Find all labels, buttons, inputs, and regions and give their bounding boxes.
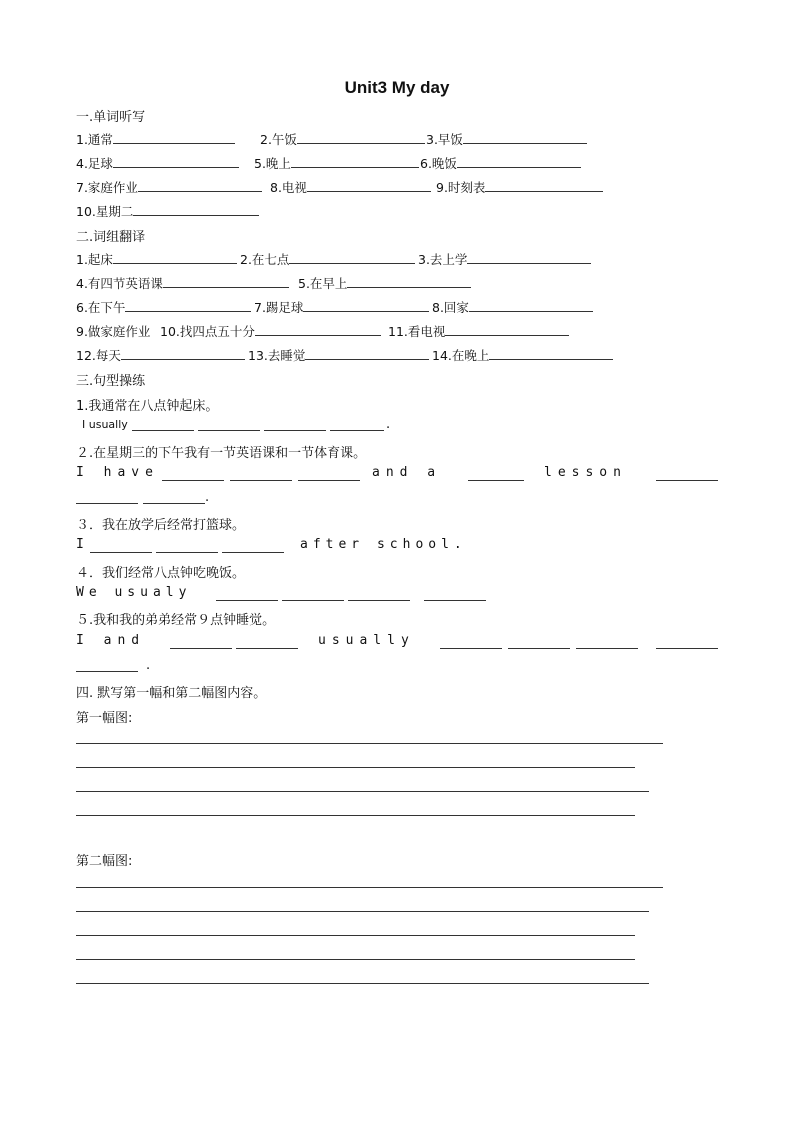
answer-blank[interactable] bbox=[330, 430, 384, 431]
vocab-item: 8.电视 bbox=[270, 180, 307, 195]
vocab-item: 7.家庭作业 bbox=[76, 180, 138, 195]
answer-blank[interactable] bbox=[236, 648, 298, 649]
answer-blank[interactable] bbox=[305, 347, 429, 360]
answer-blank[interactable] bbox=[576, 648, 638, 649]
vocab-item: 10.星期二 bbox=[76, 204, 134, 219]
writing-line[interactable] bbox=[76, 935, 635, 936]
q1-period: . bbox=[386, 417, 391, 432]
section1-heading: 一.单词听写 bbox=[76, 110, 146, 125]
vocab-item: 5.晚上 bbox=[254, 156, 291, 171]
answer-blank[interactable] bbox=[297, 131, 425, 144]
answer-blank[interactable] bbox=[113, 155, 239, 168]
answer-blank[interactable] bbox=[298, 480, 360, 481]
answer-blank[interactable] bbox=[489, 347, 613, 360]
answer-blank[interactable] bbox=[198, 430, 260, 431]
answer-blank[interactable] bbox=[133, 203, 259, 216]
page-title: Unit3 My day bbox=[344, 78, 450, 97]
picture1-label: 第一幅图: bbox=[76, 711, 133, 726]
answer-blank[interactable] bbox=[469, 299, 593, 312]
answer-blank[interactable] bbox=[463, 131, 587, 144]
q2-word-2: and a bbox=[372, 465, 442, 480]
answer-blank[interactable] bbox=[656, 480, 718, 481]
writing-line[interactable] bbox=[76, 815, 635, 816]
phrase-item: 8.回家 bbox=[432, 300, 469, 315]
writing-line[interactable] bbox=[76, 767, 635, 768]
phrase-item: 6.在下午 bbox=[76, 300, 126, 315]
phrase-item: 13.去睡觉 bbox=[248, 348, 306, 363]
writing-line[interactable] bbox=[76, 887, 663, 888]
answer-blank[interactable] bbox=[291, 155, 419, 168]
answer-blank[interactable] bbox=[76, 671, 138, 672]
answer-blank[interactable] bbox=[307, 179, 431, 192]
q5-word-2: usually bbox=[318, 633, 415, 648]
q3-word-1: I bbox=[76, 537, 84, 552]
writing-line[interactable] bbox=[76, 959, 635, 960]
vocab-item: 4.足球 bbox=[76, 156, 113, 171]
answer-blank[interactable] bbox=[485, 179, 603, 192]
phrase-item: 7.踢足球 bbox=[254, 300, 304, 315]
q5-word-1: I and bbox=[76, 633, 146, 648]
q4-word-1: We usualy bbox=[76, 585, 192, 600]
q1-chinese: 1.我通常在八点钟起床。 bbox=[76, 399, 219, 414]
answer-blank[interactable] bbox=[121, 347, 245, 360]
vocab-item: 1.通常 bbox=[76, 132, 113, 147]
answer-blank[interactable] bbox=[125, 299, 251, 312]
answer-blank[interactable] bbox=[76, 503, 138, 504]
phrase-item: 14.在晚上 bbox=[432, 348, 490, 363]
answer-blank[interactable] bbox=[467, 251, 591, 264]
q3-word-2: after school. bbox=[300, 537, 467, 552]
answer-blank[interactable] bbox=[143, 503, 205, 504]
phrase-item: 3.去上学 bbox=[418, 252, 468, 267]
q2-word-1: I have bbox=[76, 465, 159, 480]
phrase-item: 5.在早上 bbox=[298, 276, 348, 291]
answer-blank[interactable] bbox=[457, 155, 581, 168]
phrase-item: 12.每天 bbox=[76, 348, 121, 363]
writing-line[interactable] bbox=[76, 743, 663, 744]
q2-chinese: ２.在星期三的下午我有一节英语课和一节体育课。 bbox=[76, 446, 367, 461]
answer-blank[interactable] bbox=[264, 430, 326, 431]
answer-blank[interactable] bbox=[162, 480, 224, 481]
phrase-item: 10.找四点五十分 bbox=[160, 324, 255, 339]
phrase-item: 2.在七点 bbox=[240, 252, 290, 267]
phrase-item: 9.做家庭作业 bbox=[76, 324, 151, 339]
answer-blank[interactable] bbox=[440, 648, 502, 649]
answer-blank[interactable] bbox=[163, 275, 289, 288]
answer-blank[interactable] bbox=[138, 179, 262, 192]
picture2-label: 第二幅图: bbox=[76, 854, 133, 869]
vocab-item: 2.午饭 bbox=[260, 132, 297, 147]
writing-line[interactable] bbox=[76, 791, 649, 792]
q1-start: I usually bbox=[82, 418, 128, 431]
section3-heading: 三.句型操练 bbox=[76, 374, 146, 389]
writing-line[interactable] bbox=[76, 983, 649, 984]
section4-heading: 四. 默写第一幅和第二幅图内容。 bbox=[76, 686, 267, 701]
vocab-item: 9.时刻表 bbox=[436, 180, 486, 195]
answer-blank[interactable] bbox=[222, 552, 284, 553]
answer-blank[interactable] bbox=[445, 323, 569, 336]
answer-blank[interactable] bbox=[424, 600, 486, 601]
section2-heading: 二.词组翻译 bbox=[76, 230, 146, 245]
phrase-item: 4.有四节英语课 bbox=[76, 276, 163, 291]
q2-period: . bbox=[205, 490, 210, 505]
answer-blank[interactable] bbox=[113, 131, 235, 144]
answer-blank[interactable] bbox=[303, 299, 429, 312]
answer-blank[interactable] bbox=[508, 648, 570, 649]
answer-blank[interactable] bbox=[656, 648, 718, 649]
answer-blank[interactable] bbox=[255, 323, 381, 336]
answer-blank[interactable] bbox=[289, 251, 415, 264]
phrase-item: 1.起床 bbox=[76, 252, 113, 267]
answer-blank[interactable] bbox=[170, 648, 232, 649]
answer-blank[interactable] bbox=[156, 552, 218, 553]
q5-period: . bbox=[146, 658, 151, 673]
answer-blank[interactable] bbox=[113, 251, 237, 264]
answer-blank[interactable] bbox=[468, 480, 524, 481]
answer-blank[interactable] bbox=[90, 552, 152, 553]
answer-blank[interactable] bbox=[282, 600, 344, 601]
vocab-item: 3.早饭 bbox=[426, 132, 463, 147]
answer-blank[interactable] bbox=[216, 600, 278, 601]
answer-blank[interactable] bbox=[230, 480, 292, 481]
q3-chinese: ３．我在放学后经常打篮球。 bbox=[76, 518, 246, 533]
answer-blank[interactable] bbox=[347, 275, 471, 288]
answer-blank[interactable] bbox=[348, 600, 410, 601]
q2-word-3: lesson bbox=[544, 465, 627, 480]
q5-chinese: ５.我和我的弟弟经常９点钟睡觉。 bbox=[76, 613, 276, 628]
answer-blank[interactable] bbox=[132, 430, 194, 431]
phrase-item: 11.看电视 bbox=[388, 324, 446, 339]
vocab-item: 6.晚饭 bbox=[420, 156, 457, 171]
writing-line[interactable] bbox=[76, 911, 649, 912]
q4-chinese: ４．我们经常八点钟吃晚饭。 bbox=[76, 566, 246, 581]
